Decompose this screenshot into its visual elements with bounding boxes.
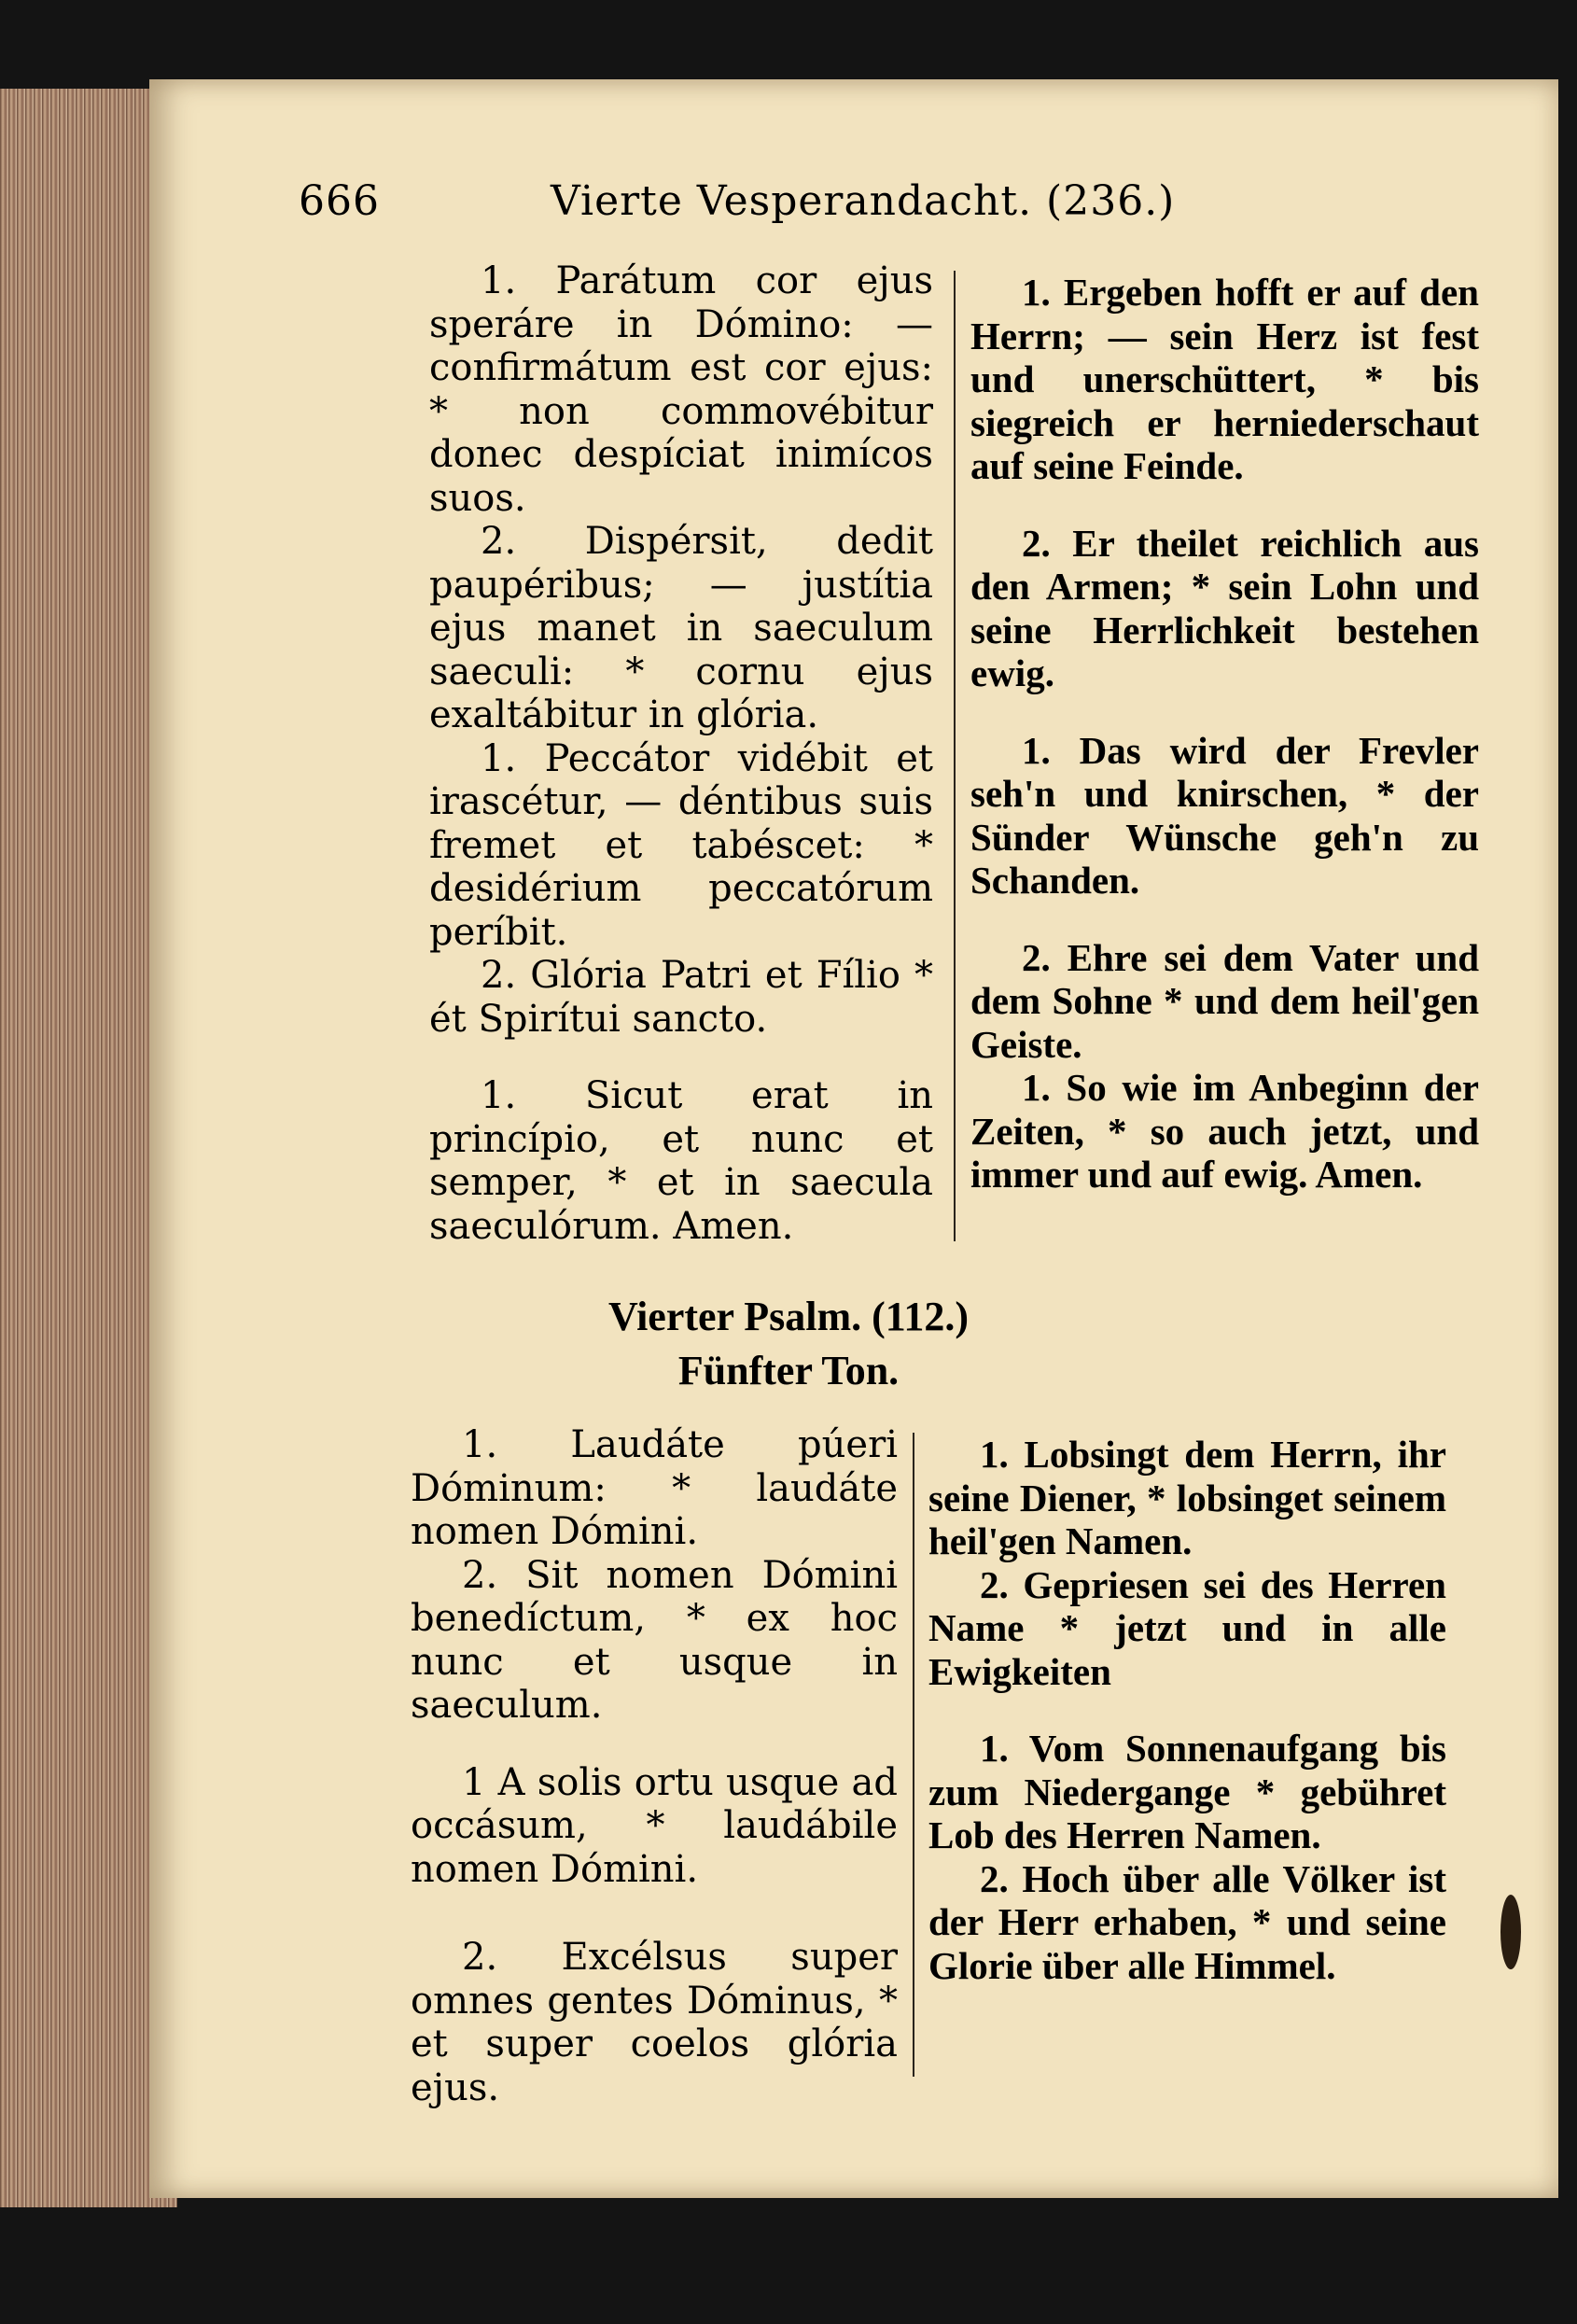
german-verse: 2. Ehre sei dem Vater und dem Sohne * und dem heil'gen Geiste. — [970, 935, 1479, 1066]
german-verse: 1. So wie im Anbeginn der Zeiten, * so auch jetzt, und immer und auf ewig. Amen. — [970, 1066, 1479, 1196]
latin-column-2 — [411, 1423, 898, 2109]
latin-column-1 — [429, 259, 933, 1248]
psalm-tone: Fünfter Ton. — [677, 1348, 900, 1393]
running-header — [299, 177, 1278, 252]
latin-verse: 1 A solis ortu usque ad occásum, * laudábile nomen Dómini. — [411, 1760, 898, 1891]
german-verse: 2. Hoch über alle Völker ist der Herr erhaben, * und seine Glorie über alle Himmel. — [928, 1856, 1446, 1987]
latin-verse: 1. Laudáte púeri Dóminum: * laudáte nomen Dómini. — [411, 1423, 898, 1553]
column-divider — [913, 1433, 914, 2077]
german-verse: 1. Vom Sonnenaufgang bis zum Niedergange * gebühret Lob des Herren Namen. — [928, 1727, 1446, 1856]
german-verse: 2. Gepriesen sei des Herren Name * jetzt und in alle Ewigkeiten — [928, 1562, 1446, 1693]
german-column-2 — [928, 1433, 1446, 1987]
latin-verse: 1. Parátum cor ejus speráre in Dómino: — confirmátum est cor ejus: * non commovébitur donec despíciat inimícos suos. — [429, 259, 933, 520]
latin-verse: 2. Sit nomen Dómini benedíctum, * ex hoc nunc et usque in saeculum. — [411, 1553, 898, 1727]
latin-verse: 2. Glória Patri et Fílio * ét Spirítui sancto. — [429, 954, 933, 1041]
german-column-1 — [970, 271, 1479, 1197]
page-number: 666 — [299, 177, 380, 225]
latin-verse: 1. Sicut erat in princípio, et nunc et semper, * et in saecula saeculórum. Amen. — [429, 1074, 933, 1248]
german-verse: 1. Lobsingt dem Herrn, ihr seine Diener, * lobsinget seinem heil'gen Namen. — [928, 1433, 1446, 1562]
running-title: Vierte Vesperandacht. (236.) — [551, 177, 1176, 225]
latin-verse: 1. Peccátor vidébit et irascétur, — déntibus suis fremet et tabéscet: * desidérium peccatórum períbit. — [429, 736, 933, 954]
german-verse: 1. Das wird der Frevler seh'n und knirschen, * der Sünder Wünsche geh'n zu Schanden. — [970, 728, 1479, 902]
german-verse: 1. Ergeben hofft er auf den Herrn; — sein Herz ist fest und unerschüttert, * bis siegreich er herniederschaut auf seine Feinde. — [970, 271, 1479, 487]
latin-verse: 2. Excélsus super omnes gentes Dóminus, * et super coelos glória ejus. — [411, 1936, 898, 2109]
page-mark — [1500, 1895, 1521, 1969]
latin-verse: 2. Dispérsit, dedit paupéribus; — justítia ejus manet in saeculum saeculi: * cornu ejus exaltábitur in glória. — [429, 520, 933, 736]
column-divider — [954, 271, 956, 1241]
german-verse: 2. Er theilet reichlich aus den Armen; * sein Lohn und seine Herrlichkeit bestehen ewig. — [970, 521, 1479, 694]
psalm-title: Vierter Psalm. (112.) — [607, 1294, 970, 1339]
